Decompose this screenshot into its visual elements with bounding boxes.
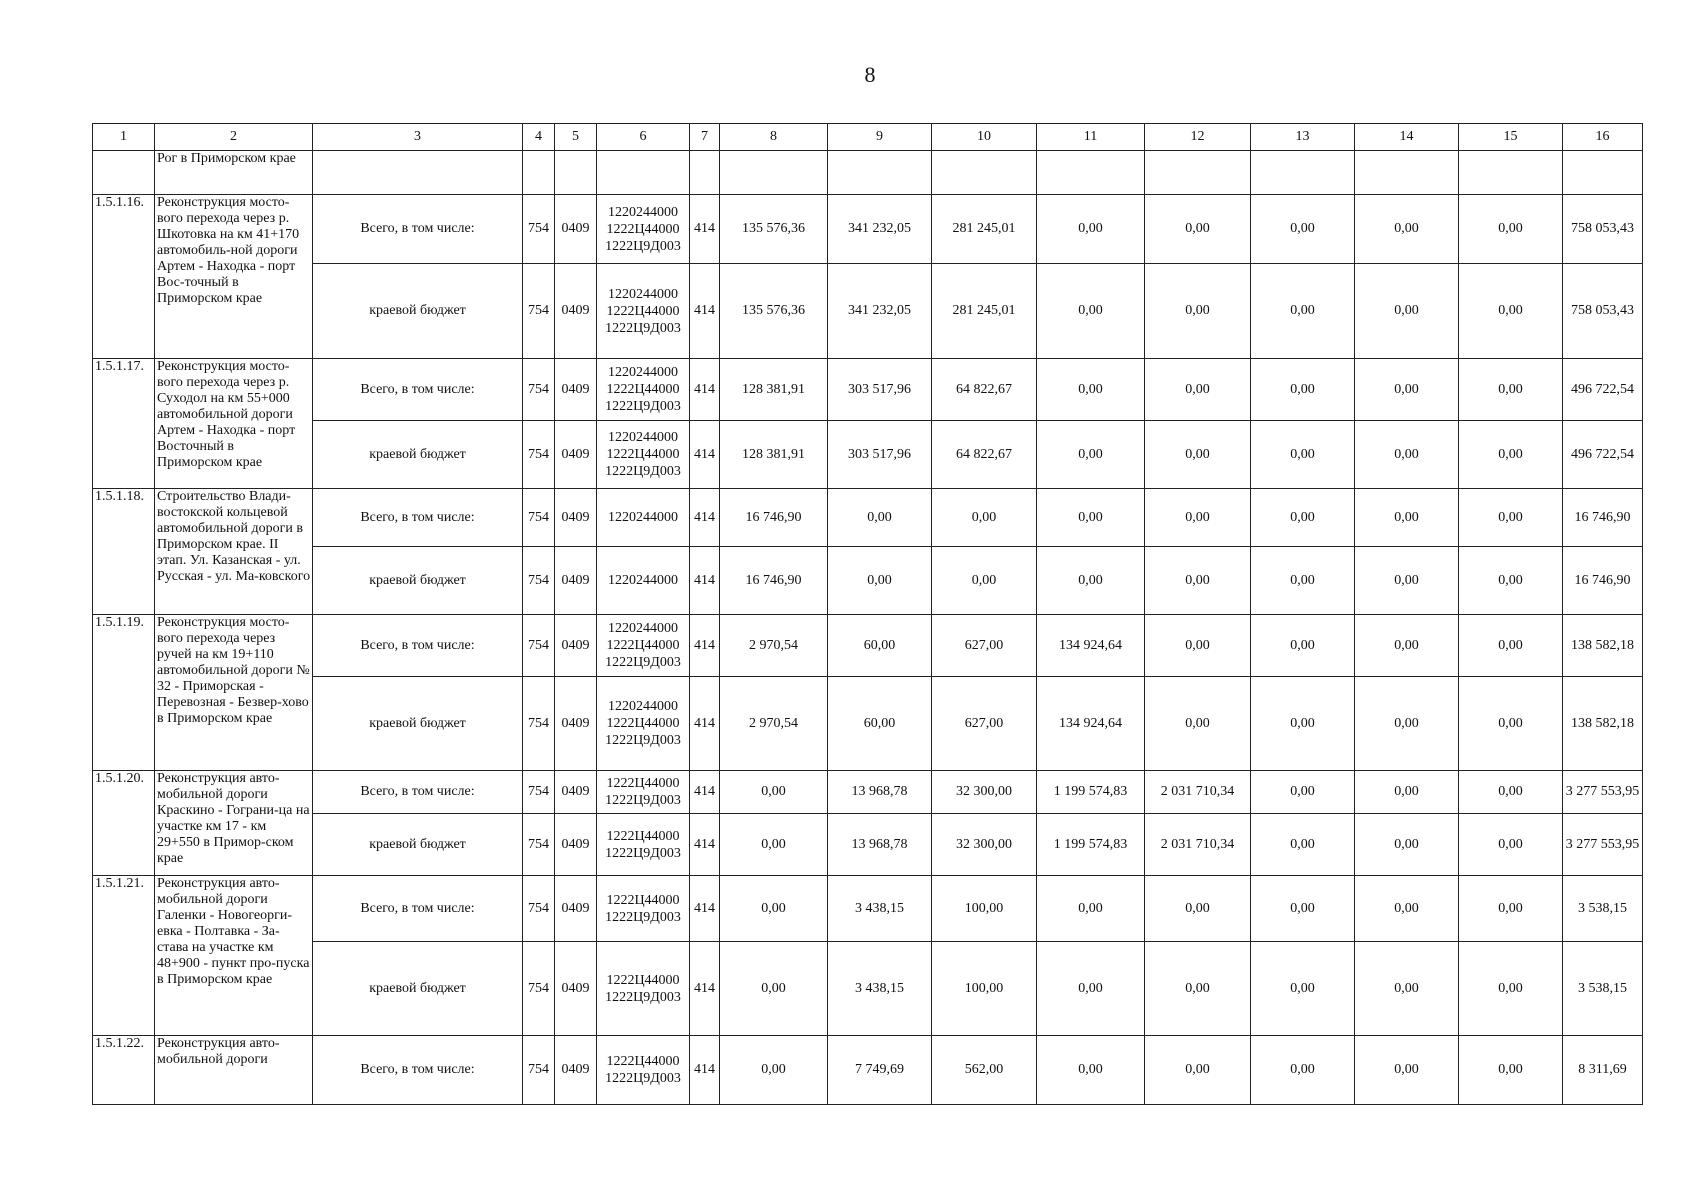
value-col15: 0,00 (1459, 264, 1563, 359)
value-col9: 60,00 (828, 677, 932, 771)
value-col12: 0,00 (1145, 421, 1251, 489)
code-col5: 0409 (555, 421, 597, 489)
target-code: 1222Ц44000 (606, 972, 680, 988)
value-col8: 0,00 (720, 771, 828, 814)
table-row (93, 615, 1643, 677)
value-col9: 0,00 (828, 489, 932, 547)
value-col14: 0,00 (1355, 876, 1459, 942)
code-col4: 754 (523, 942, 555, 1036)
target-code: 1222Ц44000 (606, 892, 680, 908)
header-cell-3: 3 (313, 124, 523, 151)
table-row (93, 421, 1643, 489)
value-col9: 303 517,96 (828, 359, 932, 421)
table-row (93, 489, 1643, 547)
code-col6 (597, 264, 690, 359)
value-col14: 0,00 (1355, 489, 1459, 547)
table-row (93, 547, 1643, 615)
code-col6 (597, 677, 690, 771)
value-col9: 13 968,78 (828, 814, 932, 876)
table-row (93, 814, 1643, 876)
value-col15: 0,00 (1459, 876, 1563, 942)
value-col14: 0,00 (1355, 771, 1459, 814)
row-number: 1.5.1.19. (93, 615, 155, 771)
value-col15: 0,00 (1459, 615, 1563, 677)
value-col13: 0,00 (1251, 489, 1355, 547)
value-col14: 0,00 (1355, 615, 1459, 677)
value-col11: 0,00 (1037, 421, 1145, 489)
target-code: 1222Ц44000 (606, 776, 680, 791)
value-col12: 0,00 (1145, 1036, 1251, 1105)
code-col6 (597, 489, 690, 547)
empty-cell (690, 151, 720, 195)
target-code: 1222Ц9Д003 (605, 320, 681, 336)
value-col11: 0,00 (1037, 264, 1145, 359)
code-col6 (597, 771, 690, 814)
target-code: 1220244000 (608, 430, 678, 445)
value-col11: 0,00 (1037, 547, 1145, 615)
continued-name-cell: Рог в Приморском крае (155, 151, 313, 195)
value-col10: 64 822,67 (932, 359, 1037, 421)
value-col11: 134 924,64 (1037, 615, 1145, 677)
code-col6 (597, 195, 690, 264)
value-col9: 7 749,69 (828, 1036, 932, 1105)
value-col15: 0,00 (1459, 195, 1563, 264)
code-col7: 414 (690, 615, 720, 677)
empty-cell (932, 151, 1037, 195)
target-code: 1222Ц9Д003 (605, 989, 681, 1005)
target-code: 1222Ц9Д003 (605, 733, 681, 748)
target-code: 1222Ц44000 (606, 716, 680, 731)
value-col12: 0,00 (1145, 195, 1251, 264)
target-code: 1220244000 (608, 286, 678, 302)
row-name: Реконструкция мосто-вого перехода через ручей на км 19+110 автомобильной дороги № 32 - Приморская - Перевозная - Безвер-хово в Приморском крае (155, 615, 313, 771)
value-col8: 16 746,90 (720, 489, 828, 547)
target-code: 1222Ц9Д003 (605, 464, 681, 479)
header-cell-2: 2 (155, 124, 313, 151)
table-row (93, 876, 1643, 942)
code-col5: 0409 (555, 547, 597, 615)
value-col9: 0,00 (828, 547, 932, 615)
code-col5: 0409 (555, 264, 597, 359)
row-name: Реконструкция авто-мобильной дороги Краскино - Гограни-ца на участке км 17 - км 29+550 в Примор-ском крае (155, 771, 313, 876)
funding-source: Всего, в том числе: (313, 615, 523, 677)
funding-source: Всего, в том числе: (313, 359, 523, 421)
header-row (93, 124, 1643, 151)
value-col12: 0,00 (1145, 942, 1251, 1036)
code-col4: 754 (523, 489, 555, 547)
value-col14: 0,00 (1355, 677, 1459, 771)
target-code: 1222Ц9Д003 (605, 238, 681, 254)
header-cell-5: 5 (555, 124, 597, 151)
code-col7: 414 (690, 195, 720, 264)
budget-table (92, 123, 1643, 1105)
value-col13: 0,00 (1251, 814, 1355, 876)
code-col4: 754 (523, 876, 555, 942)
row-name: Строительство Влади-востокской кольцевой автомобильной дороги в Приморском крае. II этап. Ул. Казанская - ул. Русская - ул. Ма-ковского (155, 489, 313, 615)
value-col16: 3 277 553,95 (1563, 771, 1643, 814)
value-col15: 0,00 (1459, 677, 1563, 771)
empty-cell (1251, 151, 1355, 195)
row-number: 1.5.1.16. (93, 195, 155, 359)
code-col5: 0409 (555, 1036, 597, 1105)
value-col12: 0,00 (1145, 615, 1251, 677)
row-number: 1.5.1.18. (93, 489, 155, 615)
value-col16: 758 053,43 (1563, 195, 1643, 264)
value-col12: 0,00 (1145, 359, 1251, 421)
value-col10: 627,00 (932, 677, 1037, 771)
code-col4: 754 (523, 1036, 555, 1105)
value-col11: 1 199 574,83 (1037, 771, 1145, 814)
value-col9: 60,00 (828, 615, 932, 677)
target-code: 1220244000 (608, 204, 678, 220)
target-code: 1222Ц44000 (606, 638, 680, 653)
value-col8: 128 381,91 (720, 359, 828, 421)
value-col16: 16 746,90 (1563, 489, 1643, 547)
code-col4: 754 (523, 264, 555, 359)
code-col5: 0409 (555, 771, 597, 814)
value-col13: 0,00 (1251, 771, 1355, 814)
code-col6 (597, 942, 690, 1036)
value-col13: 0,00 (1251, 1036, 1355, 1105)
code-col5: 0409 (555, 677, 597, 771)
header-cell-1: 1 (93, 124, 155, 151)
value-col12: 2 031 710,34 (1145, 814, 1251, 876)
code-col7: 414 (690, 814, 720, 876)
code-col4: 754 (523, 814, 555, 876)
target-code: 1220244000 (608, 621, 678, 636)
value-col9: 341 232,05 (828, 264, 932, 359)
target-code: 1222Ц44000 (606, 221, 680, 237)
target-code: 1222Ц44000 (606, 1054, 680, 1069)
value-col14: 0,00 (1355, 359, 1459, 421)
table-row (93, 677, 1643, 771)
value-col15: 0,00 (1459, 489, 1563, 547)
empty-cell (597, 151, 690, 195)
row-name: Реконструкция мосто-вого перехода через р. Шкотовка на км 41+170 автомобиль-ной дороги Артем - Находка - порт Вос-точный в Приморском крае (155, 195, 313, 359)
table-row (93, 195, 1643, 264)
empty-cell (1037, 151, 1145, 195)
value-col12: 0,00 (1145, 489, 1251, 547)
header-cell-13: 13 (1251, 124, 1355, 151)
value-col13: 0,00 (1251, 264, 1355, 359)
value-col16: 3 538,15 (1563, 942, 1643, 1036)
value-col12: 2 031 710,34 (1145, 771, 1251, 814)
code-col7: 414 (690, 677, 720, 771)
funding-source: Всего, в том числе: (313, 195, 523, 264)
target-code: 1220244000 (608, 573, 678, 588)
funding-source: краевой бюджет (313, 677, 523, 771)
value-col11: 0,00 (1037, 359, 1145, 421)
value-col8: 16 746,90 (720, 547, 828, 615)
code-col6 (597, 547, 690, 615)
value-col16: 3 277 553,95 (1563, 814, 1643, 876)
value-col16: 138 582,18 (1563, 677, 1643, 771)
header-cell-11: 11 (1037, 124, 1145, 151)
target-code: 1222Ц9Д003 (605, 1071, 681, 1086)
value-col8: 0,00 (720, 942, 828, 1036)
empty-cell (1145, 151, 1251, 195)
value-col8: 0,00 (720, 814, 828, 876)
value-col9: 3 438,15 (828, 876, 932, 942)
value-col9: 13 968,78 (828, 771, 932, 814)
value-col13: 0,00 (1251, 547, 1355, 615)
empty-cell (828, 151, 932, 195)
value-col11: 1 199 574,83 (1037, 814, 1145, 876)
table-row (93, 771, 1643, 814)
code-col6 (597, 615, 690, 677)
value-col9: 3 438,15 (828, 942, 932, 1036)
row-number: 1.5.1.20. (93, 771, 155, 876)
value-col10: 562,00 (932, 1036, 1037, 1105)
target-code: 1222Ц9Д003 (605, 399, 681, 414)
value-col16: 16 746,90 (1563, 547, 1643, 615)
value-col13: 0,00 (1251, 942, 1355, 1036)
value-col16: 758 053,43 (1563, 264, 1643, 359)
value-col14: 0,00 (1355, 195, 1459, 264)
code-col4: 754 (523, 421, 555, 489)
code-col6 (597, 814, 690, 876)
code-col4: 754 (523, 771, 555, 814)
page-number: 8 (864, 62, 876, 87)
row-number: 1.5.1.21. (93, 876, 155, 1036)
funding-source: краевой бюджет (313, 942, 523, 1036)
header-cell-6: 6 (597, 124, 690, 151)
empty-cell (720, 151, 828, 195)
empty-cell (93, 151, 155, 195)
value-col9: 341 232,05 (828, 195, 932, 264)
value-col11: 0,00 (1037, 876, 1145, 942)
code-col7: 414 (690, 264, 720, 359)
code-col7: 414 (690, 942, 720, 1036)
value-col8: 135 576,36 (720, 264, 828, 359)
funding-source: Всего, в том числе: (313, 876, 523, 942)
code-col6 (597, 876, 690, 942)
funding-source: краевой бюджет (313, 421, 523, 489)
continuation-row (93, 151, 1643, 195)
value-col14: 0,00 (1355, 547, 1459, 615)
row-number: 1.5.1.22. (93, 1036, 155, 1105)
value-col13: 0,00 (1251, 421, 1355, 489)
funding-source: Всего, в том числе: (313, 489, 523, 547)
table-row (93, 942, 1643, 1036)
value-col15: 0,00 (1459, 421, 1563, 489)
code-col4: 754 (523, 547, 555, 615)
value-col16: 496 722,54 (1563, 421, 1643, 489)
value-col15: 0,00 (1459, 814, 1563, 876)
value-col15: 0,00 (1459, 1036, 1563, 1105)
funding-source: краевой бюджет (313, 547, 523, 615)
row-name: Реконструкция мосто-вого перехода через р. Суходол на км 55+000 автомобильной дороги Артем - Находка - порт Восточный в Приморском крае (155, 359, 313, 489)
value-col10: 627,00 (932, 615, 1037, 677)
header-cell-10: 10 (932, 124, 1037, 151)
code-col5: 0409 (555, 876, 597, 942)
target-code: 1222Ц44000 (606, 382, 680, 397)
target-code: 1220244000 (608, 510, 678, 525)
value-col16: 138 582,18 (1563, 615, 1643, 677)
header-cell-16: 16 (1563, 124, 1643, 151)
code-col7: 414 (690, 771, 720, 814)
header-cell-7: 7 (690, 124, 720, 151)
value-col13: 0,00 (1251, 359, 1355, 421)
code-col5: 0409 (555, 359, 597, 421)
funding-source: краевой бюджет (313, 814, 523, 876)
value-col8: 135 576,36 (720, 195, 828, 264)
value-col14: 0,00 (1355, 942, 1459, 1036)
empty-cell (1459, 151, 1563, 195)
value-col10: 100,00 (932, 876, 1037, 942)
target-code: 1222Ц44000 (606, 447, 680, 462)
code-col7: 414 (690, 1036, 720, 1105)
empty-cell (523, 151, 555, 195)
code-col6 (597, 1036, 690, 1105)
value-col9: 303 517,96 (828, 421, 932, 489)
code-col5: 0409 (555, 814, 597, 876)
target-code: 1222Ц44000 (606, 828, 680, 844)
code-col4: 754 (523, 677, 555, 771)
value-col13: 0,00 (1251, 876, 1355, 942)
code-col4: 754 (523, 615, 555, 677)
row-name: Реконструкция авто-мобильной дороги (155, 1036, 313, 1105)
table-row (93, 1036, 1643, 1105)
code-col7: 414 (690, 876, 720, 942)
value-col8: 128 381,91 (720, 421, 828, 489)
code-col5: 0409 (555, 615, 597, 677)
value-col10: 64 822,67 (932, 421, 1037, 489)
value-col13: 0,00 (1251, 195, 1355, 264)
code-col7: 414 (690, 421, 720, 489)
header-cell-15: 15 (1459, 124, 1563, 151)
value-col14: 0,00 (1355, 421, 1459, 489)
funding-source: Всего, в том числе: (313, 1036, 523, 1105)
value-col10: 0,00 (932, 489, 1037, 547)
target-code: 1222Ц9Д003 (605, 909, 681, 925)
target-code: 1222Ц9Д003 (605, 655, 681, 670)
code-col5: 0409 (555, 942, 597, 1036)
code-col6 (597, 359, 690, 421)
value-col16: 8 311,69 (1563, 1036, 1643, 1105)
value-col15: 0,00 (1459, 547, 1563, 615)
code-col5: 0409 (555, 489, 597, 547)
value-col11: 0,00 (1037, 942, 1145, 1036)
header-cell-8: 8 (720, 124, 828, 151)
value-col8: 2 970,54 (720, 615, 828, 677)
table-row (93, 359, 1643, 421)
value-col10: 281 245,01 (932, 195, 1037, 264)
empty-cell (313, 151, 523, 195)
value-col15: 0,00 (1459, 359, 1563, 421)
code-col7: 414 (690, 489, 720, 547)
value-col13: 0,00 (1251, 615, 1355, 677)
value-col10: 32 300,00 (932, 771, 1037, 814)
value-col11: 134 924,64 (1037, 677, 1145, 771)
row-name: Реконструкция авто-мобильной дороги Галенки - Новогеорги-евка - Полтавка - За-става на участке км 48+900 - пункт про-пуска в Приморском крае (155, 876, 313, 1036)
value-col12: 0,00 (1145, 677, 1251, 771)
value-col10: 100,00 (932, 942, 1037, 1036)
value-col11: 0,00 (1037, 489, 1145, 547)
value-col8: 0,00 (720, 876, 828, 942)
value-col11: 0,00 (1037, 1036, 1145, 1105)
target-code: 1222Ц9Д003 (605, 845, 681, 861)
value-col8: 2 970,54 (720, 677, 828, 771)
empty-cell (555, 151, 597, 195)
value-col10: 0,00 (932, 547, 1037, 615)
code-col4: 754 (523, 195, 555, 264)
value-col10: 32 300,00 (932, 814, 1037, 876)
value-col12: 0,00 (1145, 876, 1251, 942)
code-col7: 414 (690, 547, 720, 615)
empty-cell (1355, 151, 1459, 195)
code-col4: 754 (523, 359, 555, 421)
value-col13: 0,00 (1251, 677, 1355, 771)
value-col11: 0,00 (1037, 195, 1145, 264)
code-col7: 414 (690, 359, 720, 421)
header-cell-14: 14 (1355, 124, 1459, 151)
target-code: 1220244000 (608, 365, 678, 380)
value-col15: 0,00 (1459, 942, 1563, 1036)
header-cell-4: 4 (523, 124, 555, 151)
code-col5: 0409 (555, 195, 597, 264)
table-row (93, 264, 1643, 359)
value-col14: 0,00 (1355, 264, 1459, 359)
value-col14: 0,00 (1355, 814, 1459, 876)
target-code: 1222Ц9Д003 (605, 793, 681, 808)
header-cell-9: 9 (828, 124, 932, 151)
funding-source: Всего, в том числе: (313, 771, 523, 814)
value-col12: 0,00 (1145, 547, 1251, 615)
code-col6 (597, 421, 690, 489)
empty-cell (1563, 151, 1643, 195)
value-col12: 0,00 (1145, 264, 1251, 359)
value-col10: 281 245,01 (932, 264, 1037, 359)
value-col16: 496 722,54 (1563, 359, 1643, 421)
funding-source: краевой бюджет (313, 264, 523, 359)
value-col14: 0,00 (1355, 1036, 1459, 1105)
value-col15: 0,00 (1459, 771, 1563, 814)
value-col16: 3 538,15 (1563, 876, 1643, 942)
target-code: 1220244000 (608, 699, 678, 714)
target-code: 1222Ц44000 (606, 303, 680, 319)
row-number: 1.5.1.17. (93, 359, 155, 489)
header-cell-12: 12 (1145, 124, 1251, 151)
value-col8: 0,00 (720, 1036, 828, 1105)
